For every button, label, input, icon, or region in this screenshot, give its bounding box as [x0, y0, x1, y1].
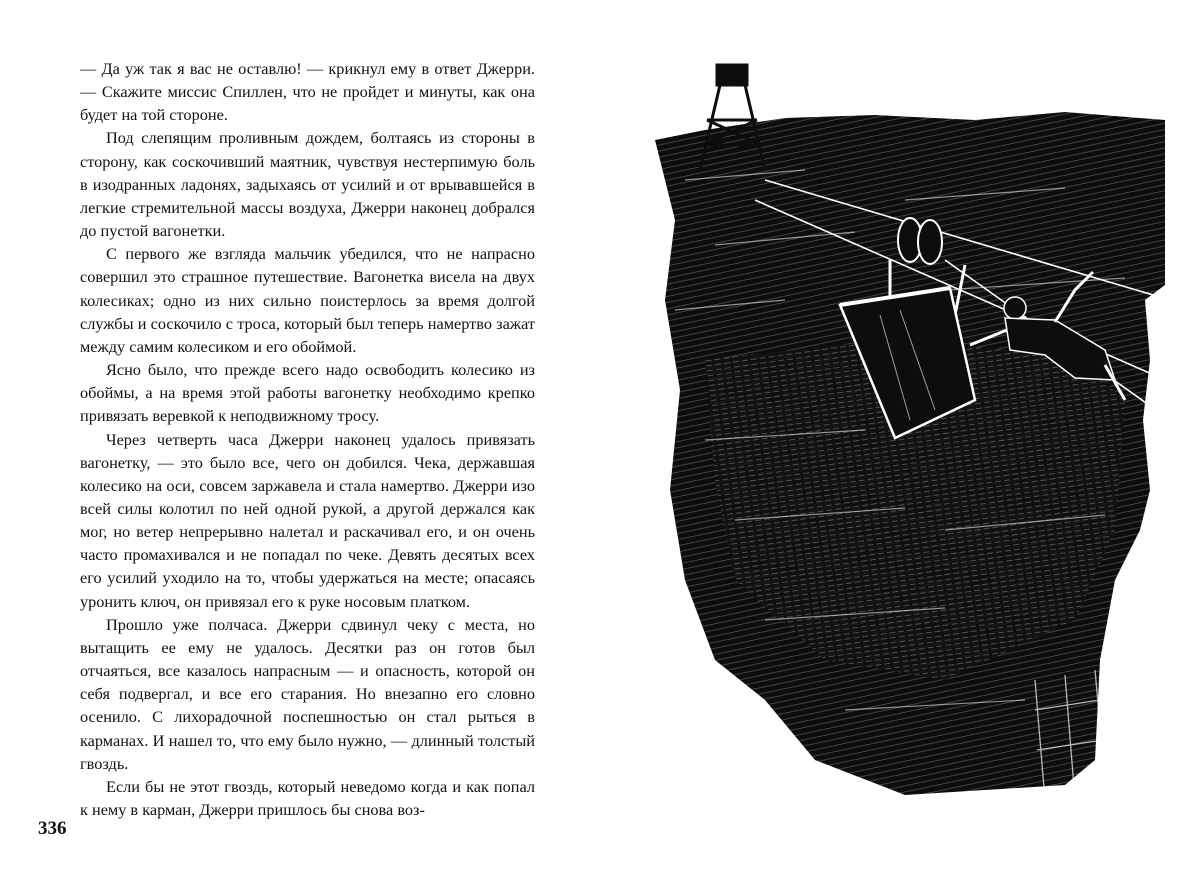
paragraph: Через четверть часа Джерри наконец удалось привязать вагонетку, — это было все, чего он добился. Чека, державшая колесико на оси, совсем заржавела и стала намертво. Джерри изо всей силы колотил по ней одной рукой, а другой держался как мог, но ветер непрерывно налетал и раскачивал его, и он очень часто промахивался и не попадал по чеке. Девять десятых всех его усилий уходило на то, чтобы удержаться на месте; опасаясь уронить ключ, он привязал его к руке носовым платком.	[80, 429, 535, 611]
text-column	[80, 57, 535, 821]
paragraph: Под слепящим проливным дождем, болтаясь из стороны в сторону, как соскочивший маятник, чувствуя нестерпимую боль в изодранных ладонях, задыхаясь от усилий и от врывавшейся в легкие стремительной массы воздуха, Джерри наконец добрался до пустой вагонетки.	[80, 128, 535, 241]
paragraph: — Да уж так я вас не оставлю! — крикнул ему в ответ Джерри. — Скажите миссис Спиллен, что не пройдет и минуты, как она будет на той стороне.	[80, 59, 535, 125]
paragraph: С первого же взгляда мальчик убедился, что не напрасно совершил это страшное путешествие. Вагонетка висела на двух колесиках; одно из них сильно поистерлось за время долгой службы и соскочило с троса, который был теперь намертво зажат между самим колесиком и его обоймой.	[80, 244, 535, 356]
ink-illustration-icon	[645, 60, 1170, 820]
page-number: 336	[38, 818, 67, 839]
paragraph: Ясно было, что прежде всего надо освободить колесико из обоймы, а на время этой работы вагонетку необходимо крепко привязать веревкой к неподвижному тросу.	[80, 360, 535, 426]
paragraph: Прошло уже полчаса. Джерри сдвинул чеку с места, но вытащить ее ему не удалось. Десятки раз он готов был отчаяться, все казалось напрасным — и опасность, которой он себя подвергал, и все его старания. Но внезапно его словно осенило. С лихорадочной поспешностью он стал рыться в карманах. И нашел то, что ему было нужно, — длинный толстый гвоздь.	[80, 614, 535, 773]
paragraph: Если бы не этот гвоздь, который неведомо когда и как попал к нему в карман, Джерри пришлось бы снова воз-	[80, 776, 535, 819]
